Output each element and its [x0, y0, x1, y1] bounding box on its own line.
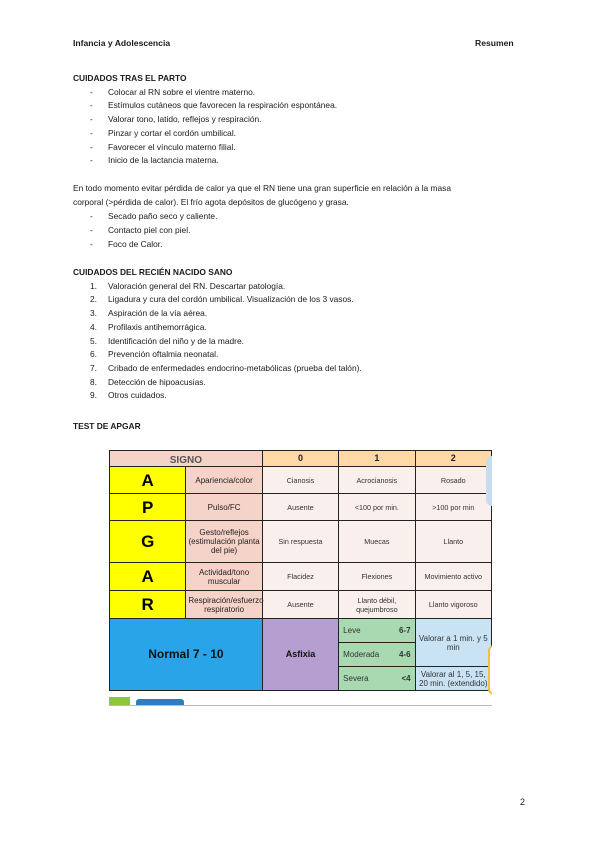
header-left: Infancia y Adolescencia: [73, 38, 171, 48]
list-item: - Pinzar y cortar el cordón umbilical.: [90, 127, 528, 141]
numbered-list: [90, 280, 528, 403]
apgar-letter: P: [110, 494, 186, 521]
header-1: 1: [339, 451, 415, 467]
list: [90, 210, 528, 252]
apgar-table-figure: [109, 450, 492, 706]
apgar-value-0: Ausente: [262, 494, 338, 521]
section-apgar: [73, 420, 528, 434]
list-item: 7. Cribado de enfermedades endocrino-metabólicas (prueba del talón).: [90, 362, 362, 373]
apgar-value-2: Movimiento activo: [415, 563, 491, 591]
section-title: CUIDADOS DEL RECIÉN NACIDO SANO: [73, 267, 233, 277]
apgar-value-0: Cianosis: [262, 467, 338, 494]
table-row: [110, 563, 492, 591]
table-row: [110, 591, 492, 619]
apgar-letter: A: [110, 563, 186, 591]
list-item: 3. Aspiración de la vía aérea.: [90, 308, 208, 319]
apgar-value-1: Flexiones: [339, 563, 415, 591]
table-row: [110, 494, 492, 521]
list-item: 2. Ligadura y cura del cordón umbilical. Visualización de los 3 vasos.: [90, 294, 354, 305]
decorative-shape: [486, 456, 492, 506]
apgar-value-2: Rosado: [415, 467, 491, 494]
apgar-value-2: Llanto vigoroso: [415, 591, 491, 619]
apgar-value-1: Acrocianosis: [339, 467, 415, 494]
table-row: [110, 619, 492, 643]
section-title: CUIDADOS TRAS EL PARTO: [73, 73, 187, 83]
list-item: 8. Detección de hipoacusias.: [90, 376, 206, 387]
header-0: 0: [262, 451, 338, 467]
paragraph-calor: [73, 182, 528, 252]
apgar-asfixia: Asfixia: [262, 619, 338, 691]
decorative-shape: [488, 645, 492, 695]
apgar-letter: R: [110, 591, 186, 619]
list-item: 5. Identificación del niño y de la madre.: [90, 335, 244, 346]
list: [90, 86, 528, 168]
list-item: - Favorecer el vínculo materno filial.: [90, 141, 528, 155]
apgar-letter: G: [110, 521, 186, 563]
list-item: - Inicio de la lactancia materna.: [90, 154, 528, 168]
list-item: - Foco de Calor.: [90, 238, 528, 252]
section-title: TEST DE APGAR: [73, 421, 141, 431]
apgar-sign: Actividad/tono muscular: [186, 563, 262, 591]
apgar-table: [109, 450, 492, 691]
list-item: - Colocar al RN sobre el vientre materno.: [90, 86, 528, 100]
list-item: 1. Valoración general del RN. Descartar patología.: [90, 280, 286, 291]
severity-moderada: Moderada 4-6: [339, 643, 415, 667]
list-item: - Contacto piel con piel.: [90, 224, 528, 238]
table-row: [110, 467, 492, 494]
apgar-value-0: Flacidez: [262, 563, 338, 591]
apgar-sign: Apariencia/color: [186, 467, 262, 494]
apgar-value-1: Muecas: [339, 521, 415, 563]
apgar-sign: Gesto/reflejos (estimulación planta del pie): [186, 521, 262, 563]
apgar-value-1: <100 por min.: [339, 494, 415, 521]
apgar-value-2: >100 por min: [415, 494, 491, 521]
apgar-letter: A: [110, 467, 186, 494]
list-item: - Estímulos cutáneos que favorecen la respiración espontánea.: [90, 99, 528, 113]
section-cuidados-rn: [73, 266, 528, 403]
apgar-value-0: Ausente: [262, 591, 338, 619]
list-item: 9. Otros cuidados.: [90, 390, 167, 401]
page-number: 2: [520, 797, 526, 807]
header-2: 2: [415, 451, 491, 467]
apgar-sign: Respiración/esfuerzo respiratorio: [186, 591, 262, 619]
apgar-normal: Normal 7 - 10: [110, 619, 263, 691]
table-row: [110, 521, 492, 563]
list-item: - Valorar tono, latido, reflejos y respiración.: [90, 113, 528, 127]
list-item: 4. Profilaxis antihemorrágica.: [90, 321, 207, 332]
decorative-shape: [136, 699, 184, 706]
apgar-value-2: Llanto: [415, 521, 491, 563]
apgar-valorar-1: Valorar a 1 min. y 5 min: [415, 619, 491, 667]
apgar-value-1: Llanto débil, quejumbroso: [339, 591, 415, 619]
header-right: Resumen: [475, 38, 514, 48]
severity-severa: Severa <4: [339, 667, 415, 691]
paragraph-line: En todo momento evitar pérdida de calor ya que el RN tiene una gran superficie en relación a la masa: [73, 183, 452, 193]
section-cuidados-parto: [73, 72, 528, 168]
apgar-value-0: Sin respuesta: [262, 521, 338, 563]
paragraph-line: corporal (>pérdida de calor). El frío agota depósitos de glucógeno y grasa.: [73, 196, 349, 207]
list-item: 6. Prevención oftalmia neonatal.: [90, 349, 219, 360]
apgar-valorar-2: Valorar al 1, 5, 15, 20 min. (extendido): [415, 667, 491, 691]
apgar-sign: Pulso/FC: [186, 494, 262, 521]
header-signo: SIGNO: [110, 451, 263, 467]
list-item: - Secado paño seco y caliente.: [90, 210, 528, 224]
severity-leve: Leve 6-7: [339, 619, 415, 643]
decorative-shape: [109, 697, 130, 706]
table-header-row: [110, 451, 492, 467]
